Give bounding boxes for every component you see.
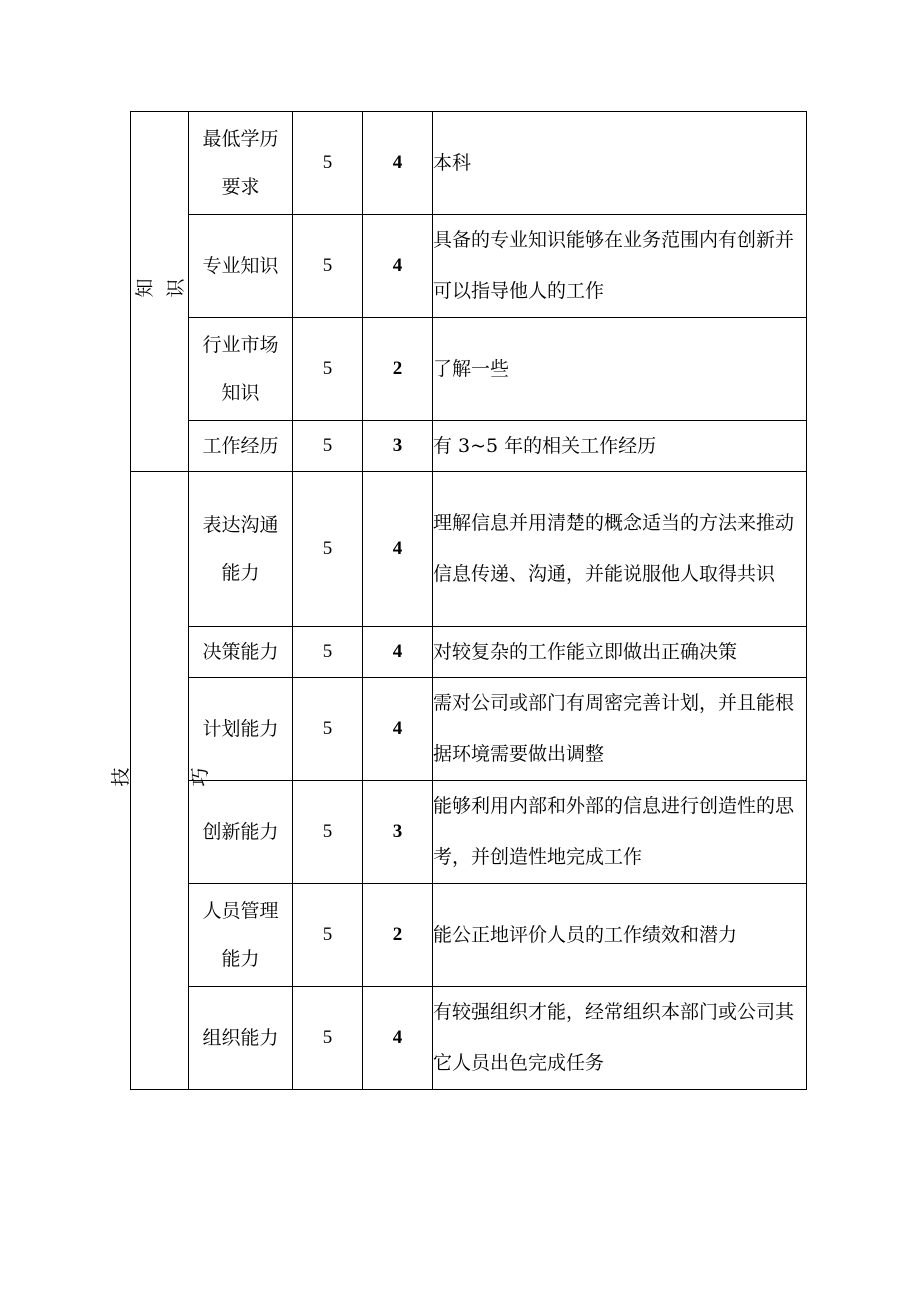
item-name: 创新能力 (189, 781, 293, 884)
full-score: 5 (293, 215, 363, 318)
item-description: 有 3~5 年的相关工作经历 (433, 421, 807, 472)
table-row (131, 884, 807, 987)
item-description: 需对公司或部门有周密完善计划，并且能根据环境需要做出调整 (433, 678, 807, 781)
full-score: 5 (293, 318, 363, 421)
full-score: 5 (293, 112, 363, 215)
table-row (131, 678, 807, 781)
item-description: 具备的专业知识能够在业务范围内有创新并可以指导他人的工作 (433, 215, 807, 318)
table-row (131, 112, 807, 215)
item-description: 理解信息并用清楚的概念适当的方法来推动信息传递、沟通，并能说服他人取得共识 (433, 472, 807, 627)
item-description: 对较复杂的工作能立即做出正确决策 (433, 627, 807, 678)
weight-score: 4 (363, 987, 433, 1090)
category-label: 技 巧 (110, 767, 209, 790)
table-row (131, 987, 807, 1090)
full-score: 5 (293, 627, 363, 678)
table-row (131, 318, 807, 421)
table-row (131, 472, 807, 627)
full-score: 5 (293, 884, 363, 987)
weight-score: 4 (363, 627, 433, 678)
table-row (131, 421, 807, 472)
weight-score: 4 (363, 472, 433, 627)
item-name: 工作经历 (189, 421, 293, 472)
item-name: 最低学历要求 (189, 112, 293, 215)
category-knowledge (131, 112, 189, 472)
item-description: 了解一些 (433, 318, 807, 421)
item-name: 表达沟通能力 (189, 472, 293, 627)
weight-score: 2 (363, 884, 433, 987)
item-name: 决策能力 (189, 627, 293, 678)
weight-score: 3 (363, 781, 433, 884)
table-row (131, 215, 807, 318)
category-skill (110, 472, 209, 1090)
item-name: 人员管理能力 (189, 884, 293, 987)
item-name: 专业知识 (189, 215, 293, 318)
full-score: 5 (293, 781, 363, 884)
item-name: 行业市场知识 (189, 318, 293, 421)
item-name: 组织能力 (189, 987, 293, 1090)
item-description: 本科 (433, 112, 807, 215)
weight-score: 4 (363, 112, 433, 215)
table-row (131, 627, 807, 678)
item-description: 能够利用内部和外部的信息进行创造性的思考，并创造性地完成工作 (433, 781, 807, 884)
item-description: 有较强组织才能，经常组织本部门或公司其它人员出色完成任务 (433, 987, 807, 1090)
weight-score: 4 (363, 215, 433, 318)
full-score: 5 (293, 421, 363, 472)
item-description: 能公正地评价人员的工作绩效和潜力 (433, 884, 807, 987)
weight-score: 2 (363, 318, 433, 421)
full-score: 5 (293, 678, 363, 781)
item-name: 计划能力 (189, 678, 293, 781)
weight-score: 3 (363, 421, 433, 472)
table-row (131, 781, 807, 884)
full-score: 5 (293, 472, 363, 627)
evaluation-table (110, 111, 807, 1090)
category-label: 知 识 (134, 278, 185, 301)
full-score: 5 (293, 987, 363, 1090)
weight-score: 4 (363, 678, 433, 781)
